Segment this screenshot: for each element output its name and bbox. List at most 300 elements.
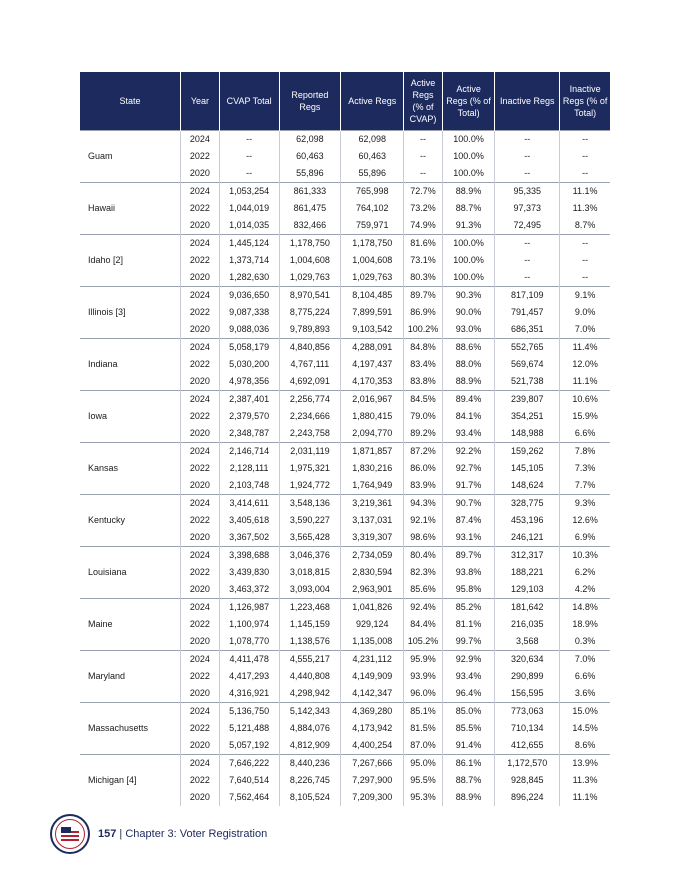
inactive-pct-total-cell: 4.2% [574,584,596,594]
year-cell: 2020 [181,373,220,391]
state-cell: Guam [80,131,181,183]
active-regs-cell: 4,288,091 [341,339,404,357]
year-cell: 2024 [181,755,220,773]
cvap-total-cell: 2,348,787 [219,425,279,443]
active-regs-cell: 3,319,307 [341,529,404,547]
inactive-pct-total-cell: 10.3% [560,547,610,565]
state-cell: Louisiana [80,547,181,599]
active-pct-cvap-cell: 81.6% [404,235,443,253]
year-cell: 2022 [181,564,220,581]
active-pct-total-cell: 99.7% [442,633,494,651]
table-row [80,599,610,617]
active-regs-cell: 62,098 [341,131,404,149]
inactive-regs-cell: 817,109 [495,287,560,305]
reported-regs-cell: 1,029,763 [279,269,341,287]
cvap-total-cell: -- [219,165,279,183]
cvap-total-cell: 4,411,478 [219,651,279,669]
active-pct-total-cell: 92.9% [442,651,494,669]
reported-regs-cell: 55,896 [279,165,341,183]
year-cell: 2020 [181,581,220,599]
inactive-pct-total-cell: 8.7% [574,220,596,230]
inactive-regs-cell: -- [495,131,560,149]
active-regs-cell: 3,219,361 [341,495,404,513]
year-cell: 2020 [181,165,220,183]
inactive-regs-cell: 95,335 [495,183,560,201]
active-pct-total-cell: 93.4% [442,668,494,685]
table-row [80,131,610,149]
state-cell: Massachusetts [80,703,181,755]
active-pct-cvap-cell: 92.1% [404,512,443,529]
active-regs-cell: 1,041,826 [341,599,404,617]
cvap-total-cell: 5,030,200 [219,356,279,373]
inactive-pct-total-cell: 7.0% [560,651,610,669]
cvap-total-cell: 3,398,688 [219,547,279,565]
year-cell: 2022 [181,720,220,737]
active-pct-cvap-cell: 105.2% [404,633,443,651]
active-pct-cvap-cell: 84.5% [404,391,443,409]
active-pct-total-cell: 85.0% [442,703,494,721]
inactive-regs-cell: 354,251 [495,408,560,425]
year-cell: 2022 [181,408,220,425]
active-pct-cvap-cell: 86.0% [404,460,443,477]
inactive-pct-total-cell: 11.1% [572,376,598,386]
cvap-total-cell: 1,100,974 [219,616,279,633]
active-regs-cell: 9,103,542 [341,321,404,339]
reported-regs-cell: 5,142,343 [279,703,341,721]
active-pct-cvap-cell: 95.3% [404,789,443,806]
active-regs-cell: 4,142,347 [341,685,404,703]
cvap-total-cell: 2,103,748 [219,477,279,495]
reported-regs-cell: 3,590,227 [279,512,341,529]
active-pct-total-cell: 88.6% [442,339,494,357]
active-regs-cell: 929,124 [341,616,404,633]
cvap-total-cell: 4,316,921 [219,685,279,703]
cvap-total-cell: 1,282,630 [219,269,279,287]
inactive-regs-cell: 1,172,570 [495,755,560,773]
inactive-regs-cell: 188,221 [495,564,560,581]
active-pct-total-cell: 88.9% [442,789,494,806]
active-regs-cell: 7,209,300 [341,789,404,806]
active-pct-cvap-cell: 73.2% [404,200,443,217]
active-pct-cvap-cell: 80.3% [404,269,443,287]
active-pct-total-cell: 100.0% [442,235,494,253]
reported-regs-cell: 4,692,091 [279,373,341,391]
table-row [80,547,610,565]
cvap-total-cell: 1,373,714 [219,252,279,269]
active-pct-cvap-cell: 94.3% [404,495,443,513]
inactive-regs-cell: 328,775 [495,495,560,513]
inactive-regs-cell: -- [495,252,560,269]
inactive-pct-total-cell: -- [582,151,589,161]
reported-regs-cell: 8,775,224 [279,304,341,321]
inactive-regs-cell: -- [495,235,560,253]
year-cell: 2022 [181,252,220,269]
cvap-total-cell: 4,417,293 [219,668,279,685]
table-row [80,235,610,253]
inactive-regs-cell: 710,134 [495,720,560,737]
footer-separator: | [116,828,126,840]
inactive-regs-cell: 72,495 [495,217,560,235]
cvap-total-cell: 5,136,750 [219,703,279,721]
inactive-regs-cell: 521,738 [495,373,560,391]
active-pct-total-cell: 100.0% [442,148,494,165]
reported-regs-cell: 4,840,856 [279,339,341,357]
inactive-pct-total-cell: 9.0% [574,307,596,317]
active-pct-cvap-cell: 81.5% [404,720,443,737]
inactive-pct-total-cell: -- [582,255,589,265]
active-pct-total-cell: 85.2% [442,599,494,617]
year-cell: 2024 [181,235,220,253]
active-pct-cvap-cell: 95.9% [404,651,443,669]
inactive-regs-cell: 145,105 [495,460,560,477]
active-pct-cvap-cell: -- [404,131,443,149]
inactive-regs-cell: 928,845 [495,772,560,789]
state-cell: Maryland [80,651,181,703]
active-pct-total-cell: 91.7% [442,477,494,495]
active-pct-total-cell: 100.0% [442,269,494,287]
table-row [80,495,610,513]
cvap-total-cell: 2,128,111 [219,460,279,477]
active-regs-cell: 2,734,059 [341,547,404,565]
reported-regs-cell: 3,018,815 [279,564,341,581]
header-reported-regs: Reported Regs [279,72,341,131]
inactive-pct-total-cell: 7.8% [560,443,610,461]
active-pct-total-cell: 88.9% [442,373,494,391]
inactive-pct-total-cell: 8.6% [574,740,596,750]
active-regs-cell: 2,963,901 [341,581,404,599]
state-cell: Indiana [80,339,181,391]
active-pct-total-cell: 86.1% [442,755,494,773]
reported-regs-cell: 2,031,119 [279,443,341,461]
year-cell: 2022 [181,512,220,529]
inactive-pct-total-cell: -- [560,131,610,149]
inactive-pct-total-cell: 13.9% [560,755,610,773]
inactive-pct-total-cell: 0.3% [574,636,596,646]
reported-regs-cell: 3,548,136 [279,495,341,513]
inactive-regs-cell: 159,262 [495,443,560,461]
inactive-regs-cell: 3,568 [495,633,560,651]
inactive-pct-total-cell: 18.9% [572,619,598,629]
active-regs-cell: 55,896 [341,165,404,183]
table-body [80,131,610,807]
header-inactive-regs: Inactive Regs [495,72,560,131]
header-cvap-total: CVAP Total [219,72,279,131]
year-cell: 2020 [181,685,220,703]
cvap-total-cell: 5,057,192 [219,737,279,755]
active-pct-cvap-cell: 74.9% [404,217,443,235]
inactive-regs-cell: -- [495,165,560,183]
active-pct-total-cell: 90.7% [442,495,494,513]
header-active-pct-cvap: Active Regs (% of CVAP) [404,72,443,131]
year-cell: 2020 [181,477,220,495]
reported-regs-cell: 62,098 [279,131,341,149]
year-cell: 2020 [181,321,220,339]
reported-regs-cell: 4,812,909 [279,737,341,755]
active-pct-cvap-cell: 96.0% [404,685,443,703]
year-cell: 2024 [181,183,220,201]
year-cell: 2024 [181,287,220,305]
active-pct-cvap-cell: 84.8% [404,339,443,357]
active-pct-total-cell: 100.0% [442,165,494,183]
inactive-pct-total-cell: 6.6% [574,428,596,438]
year-cell: 2022 [181,616,220,633]
active-regs-cell: 764,102 [341,200,404,217]
state-cell: Michigan [4] [80,755,181,807]
inactive-regs-cell: 686,351 [495,321,560,339]
inactive-pct-total-cell: 6.6% [574,671,596,681]
active-pct-total-cell: 90.3% [442,287,494,305]
reported-regs-cell: 2,243,758 [279,425,341,443]
cvap-total-cell: -- [219,148,279,165]
active-pct-total-cell: 88.9% [442,183,494,201]
active-pct-cvap-cell: 87.2% [404,443,443,461]
inactive-pct-total-cell: 14.5% [572,723,598,733]
active-pct-cvap-cell: 79.0% [404,408,443,425]
table-row [80,339,610,357]
reported-regs-cell: 8,440,236 [279,755,341,773]
active-pct-cvap-cell: 100.2% [404,321,443,339]
header-active-regs: Active Regs [341,72,404,131]
table-row [80,287,610,305]
table-header [80,72,610,131]
inactive-pct-total-cell: 10.6% [560,391,610,409]
year-cell: 2024 [181,391,220,409]
page-number: 157 [98,828,117,840]
reported-regs-cell: 8,105,524 [279,789,341,806]
cvap-total-cell: 7,562,464 [219,789,279,806]
inactive-regs-cell: 312,317 [495,547,560,565]
inactive-pct-total-cell: 11.3% [572,775,598,785]
cvap-total-cell: 2,379,570 [219,408,279,425]
inactive-pct-total-cell: 7.3% [574,463,596,473]
state-cell: Hawaii [80,183,181,235]
active-pct-total-cell: 85.5% [442,720,494,737]
cvap-total-cell: 3,463,372 [219,581,279,599]
footer-text [98,828,267,840]
year-cell: 2020 [181,789,220,806]
inactive-pct-total-cell: 12.0% [572,359,598,369]
active-pct-cvap-cell: 84.4% [404,616,443,633]
active-pct-cvap-cell: 89.2% [404,425,443,443]
year-cell: 2020 [181,737,220,755]
inactive-pct-total-cell: 9.1% [560,287,610,305]
active-pct-cvap-cell: 98.6% [404,529,443,547]
active-pct-cvap-cell: 87.0% [404,737,443,755]
active-pct-total-cell: 92.2% [442,443,494,461]
reported-regs-cell: 3,046,376 [279,547,341,565]
active-regs-cell: 1,830,216 [341,460,404,477]
active-regs-cell: 1,764,949 [341,477,404,495]
active-pct-cvap-cell: 73.1% [404,252,443,269]
table-row [80,443,610,461]
inactive-pct-total-cell: 12.6% [572,515,598,525]
inactive-pct-total-cell: 14.8% [560,599,610,617]
active-regs-cell: 4,369,280 [341,703,404,721]
inactive-regs-cell: 552,765 [495,339,560,357]
year-cell: 2022 [181,460,220,477]
active-pct-cvap-cell: 83.9% [404,477,443,495]
active-regs-cell: 4,197,437 [341,356,404,373]
reported-regs-cell: 8,970,541 [279,287,341,305]
active-regs-cell: 4,400,254 [341,737,404,755]
active-pct-total-cell: 91.4% [442,737,494,755]
inactive-regs-cell: -- [495,269,560,287]
active-pct-total-cell: 96.4% [442,685,494,703]
state-cell: Idaho [2] [80,235,181,287]
year-cell: 2024 [181,443,220,461]
voter-registration-table [80,72,610,806]
cvap-total-cell: 5,058,179 [219,339,279,357]
reported-regs-cell: 4,884,076 [279,720,341,737]
active-pct-total-cell: 93.0% [442,321,494,339]
active-regs-cell: 1,004,608 [341,252,404,269]
table-row [80,755,610,773]
active-pct-total-cell: 100.0% [442,252,494,269]
reported-regs-cell: 3,565,428 [279,529,341,547]
active-regs-cell: 4,173,942 [341,720,404,737]
cvap-total-cell: 2,387,401 [219,391,279,409]
active-pct-total-cell: 92.7% [442,460,494,477]
active-regs-cell: 4,231,112 [341,651,404,669]
header-inactive-pct-total: Inactive Regs (% of Total) [560,72,610,131]
active-pct-total-cell: 88.7% [442,200,494,217]
inactive-regs-cell: -- [495,148,560,165]
active-regs-cell: 8,104,485 [341,287,404,305]
year-cell: 2020 [181,425,220,443]
active-regs-cell: 3,137,031 [341,512,404,529]
active-pct-cvap-cell: 89.7% [404,287,443,305]
chapter-title: Chapter 3: Voter Registration [125,828,268,840]
cvap-total-cell: 1,078,770 [219,633,279,651]
inactive-pct-total-cell: -- [560,235,610,253]
header-active-pct-total: Active Regs (% of Total) [442,72,494,131]
year-cell: 2022 [181,200,220,217]
active-pct-cvap-cell: 85.1% [404,703,443,721]
inactive-pct-total-cell: 7.0% [574,324,596,334]
cvap-total-cell: 2,146,714 [219,443,279,461]
state-cell: Maine [80,599,181,651]
year-cell: 2020 [181,217,220,235]
reported-regs-cell: 1,004,608 [279,252,341,269]
inactive-pct-total-cell: 11.4% [560,339,610,357]
reported-regs-cell: 1,975,321 [279,460,341,477]
active-regs-cell: 4,149,909 [341,668,404,685]
active-pct-cvap-cell: -- [404,165,443,183]
inactive-pct-total-cell: -- [582,272,589,282]
inactive-regs-cell: 896,224 [495,789,560,806]
inactive-regs-cell: 97,373 [495,200,560,217]
active-pct-total-cell: 81.1% [442,616,494,633]
year-cell: 2024 [181,547,220,565]
cvap-total-cell: 9,087,338 [219,304,279,321]
active-regs-cell: 2,016,967 [341,391,404,409]
active-pct-total-cell: 90.0% [442,304,494,321]
reported-regs-cell: 1,145,159 [279,616,341,633]
cvap-total-cell: -- [219,131,279,149]
inactive-regs-cell: 148,624 [495,477,560,495]
reported-regs-cell: 1,924,772 [279,477,341,495]
cvap-total-cell: 3,439,830 [219,564,279,581]
reported-regs-cell: 4,767,111 [279,356,341,373]
inactive-pct-total-cell: 11.3% [572,203,598,213]
year-cell: 2024 [181,131,220,149]
inactive-pct-total-cell: 11.1% [572,792,598,802]
reported-regs-cell: 9,789,893 [279,321,341,339]
header-state: State [80,72,181,131]
state-cell: Kansas [80,443,181,495]
year-cell: 2022 [181,148,220,165]
inactive-pct-total-cell: 6.9% [574,532,596,542]
active-pct-total-cell: 91.3% [442,217,494,235]
active-pct-cvap-cell: 82.3% [404,564,443,581]
cvap-total-cell: 1,053,254 [219,183,279,201]
year-cell: 2020 [181,269,220,287]
year-cell: 2022 [181,772,220,789]
active-pct-total-cell: 88.7% [442,772,494,789]
cvap-total-cell: 1,445,124 [219,235,279,253]
active-pct-total-cell: 93.4% [442,425,494,443]
inactive-regs-cell: 181,642 [495,599,560,617]
active-pct-cvap-cell: 72.7% [404,183,443,201]
active-pct-cvap-cell: -- [404,148,443,165]
header-year: Year [181,72,220,131]
active-pct-cvap-cell: 92.4% [404,599,443,617]
active-regs-cell: 60,463 [341,148,404,165]
active-regs-cell: 7,297,900 [341,772,404,789]
table-row [80,651,610,669]
eac-seal-logo [50,814,90,854]
active-pct-total-cell: 84.1% [442,408,494,425]
inactive-pct-total-cell: 3.6% [574,688,596,698]
cvap-total-cell: 1,044,019 [219,200,279,217]
active-pct-cvap-cell: 80.4% [404,547,443,565]
inactive-regs-cell: 216,035 [495,616,560,633]
active-regs-cell: 1,871,857 [341,443,404,461]
inactive-pct-total-cell: -- [582,168,589,178]
year-cell: 2022 [181,356,220,373]
inactive-regs-cell: 239,807 [495,391,560,409]
inactive-pct-total-cell: 15.0% [560,703,610,721]
active-pct-cvap-cell: 83.8% [404,373,443,391]
cvap-total-cell: 9,088,036 [219,321,279,339]
reported-regs-cell: 1,178,750 [279,235,341,253]
active-regs-cell: 2,094,770 [341,425,404,443]
active-pct-cvap-cell: 95.5% [404,772,443,789]
active-regs-cell: 765,998 [341,183,404,201]
reported-regs-cell: 3,093,004 [279,581,341,599]
active-regs-cell: 1,135,008 [341,633,404,651]
state-cell: Iowa [80,391,181,443]
reported-regs-cell: 861,475 [279,200,341,217]
table-row [80,703,610,721]
state-cell: Illinois [3] [80,287,181,339]
inactive-regs-cell: 773,063 [495,703,560,721]
active-pct-total-cell: 93.8% [442,564,494,581]
cvap-total-cell: 7,640,514 [219,772,279,789]
reported-regs-cell: 1,138,576 [279,633,341,651]
active-pct-cvap-cell: 95.0% [404,755,443,773]
inactive-regs-cell: 453,196 [495,512,560,529]
active-regs-cell: 7,267,666 [341,755,404,773]
table-row [80,391,610,409]
active-pct-total-cell: 88.0% [442,356,494,373]
active-regs-cell: 759,971 [341,217,404,235]
inactive-regs-cell: 320,634 [495,651,560,669]
inactive-regs-cell: 156,595 [495,685,560,703]
cvap-total-cell: 3,414,611 [219,495,279,513]
year-cell: 2024 [181,495,220,513]
reported-regs-cell: 4,298,942 [279,685,341,703]
